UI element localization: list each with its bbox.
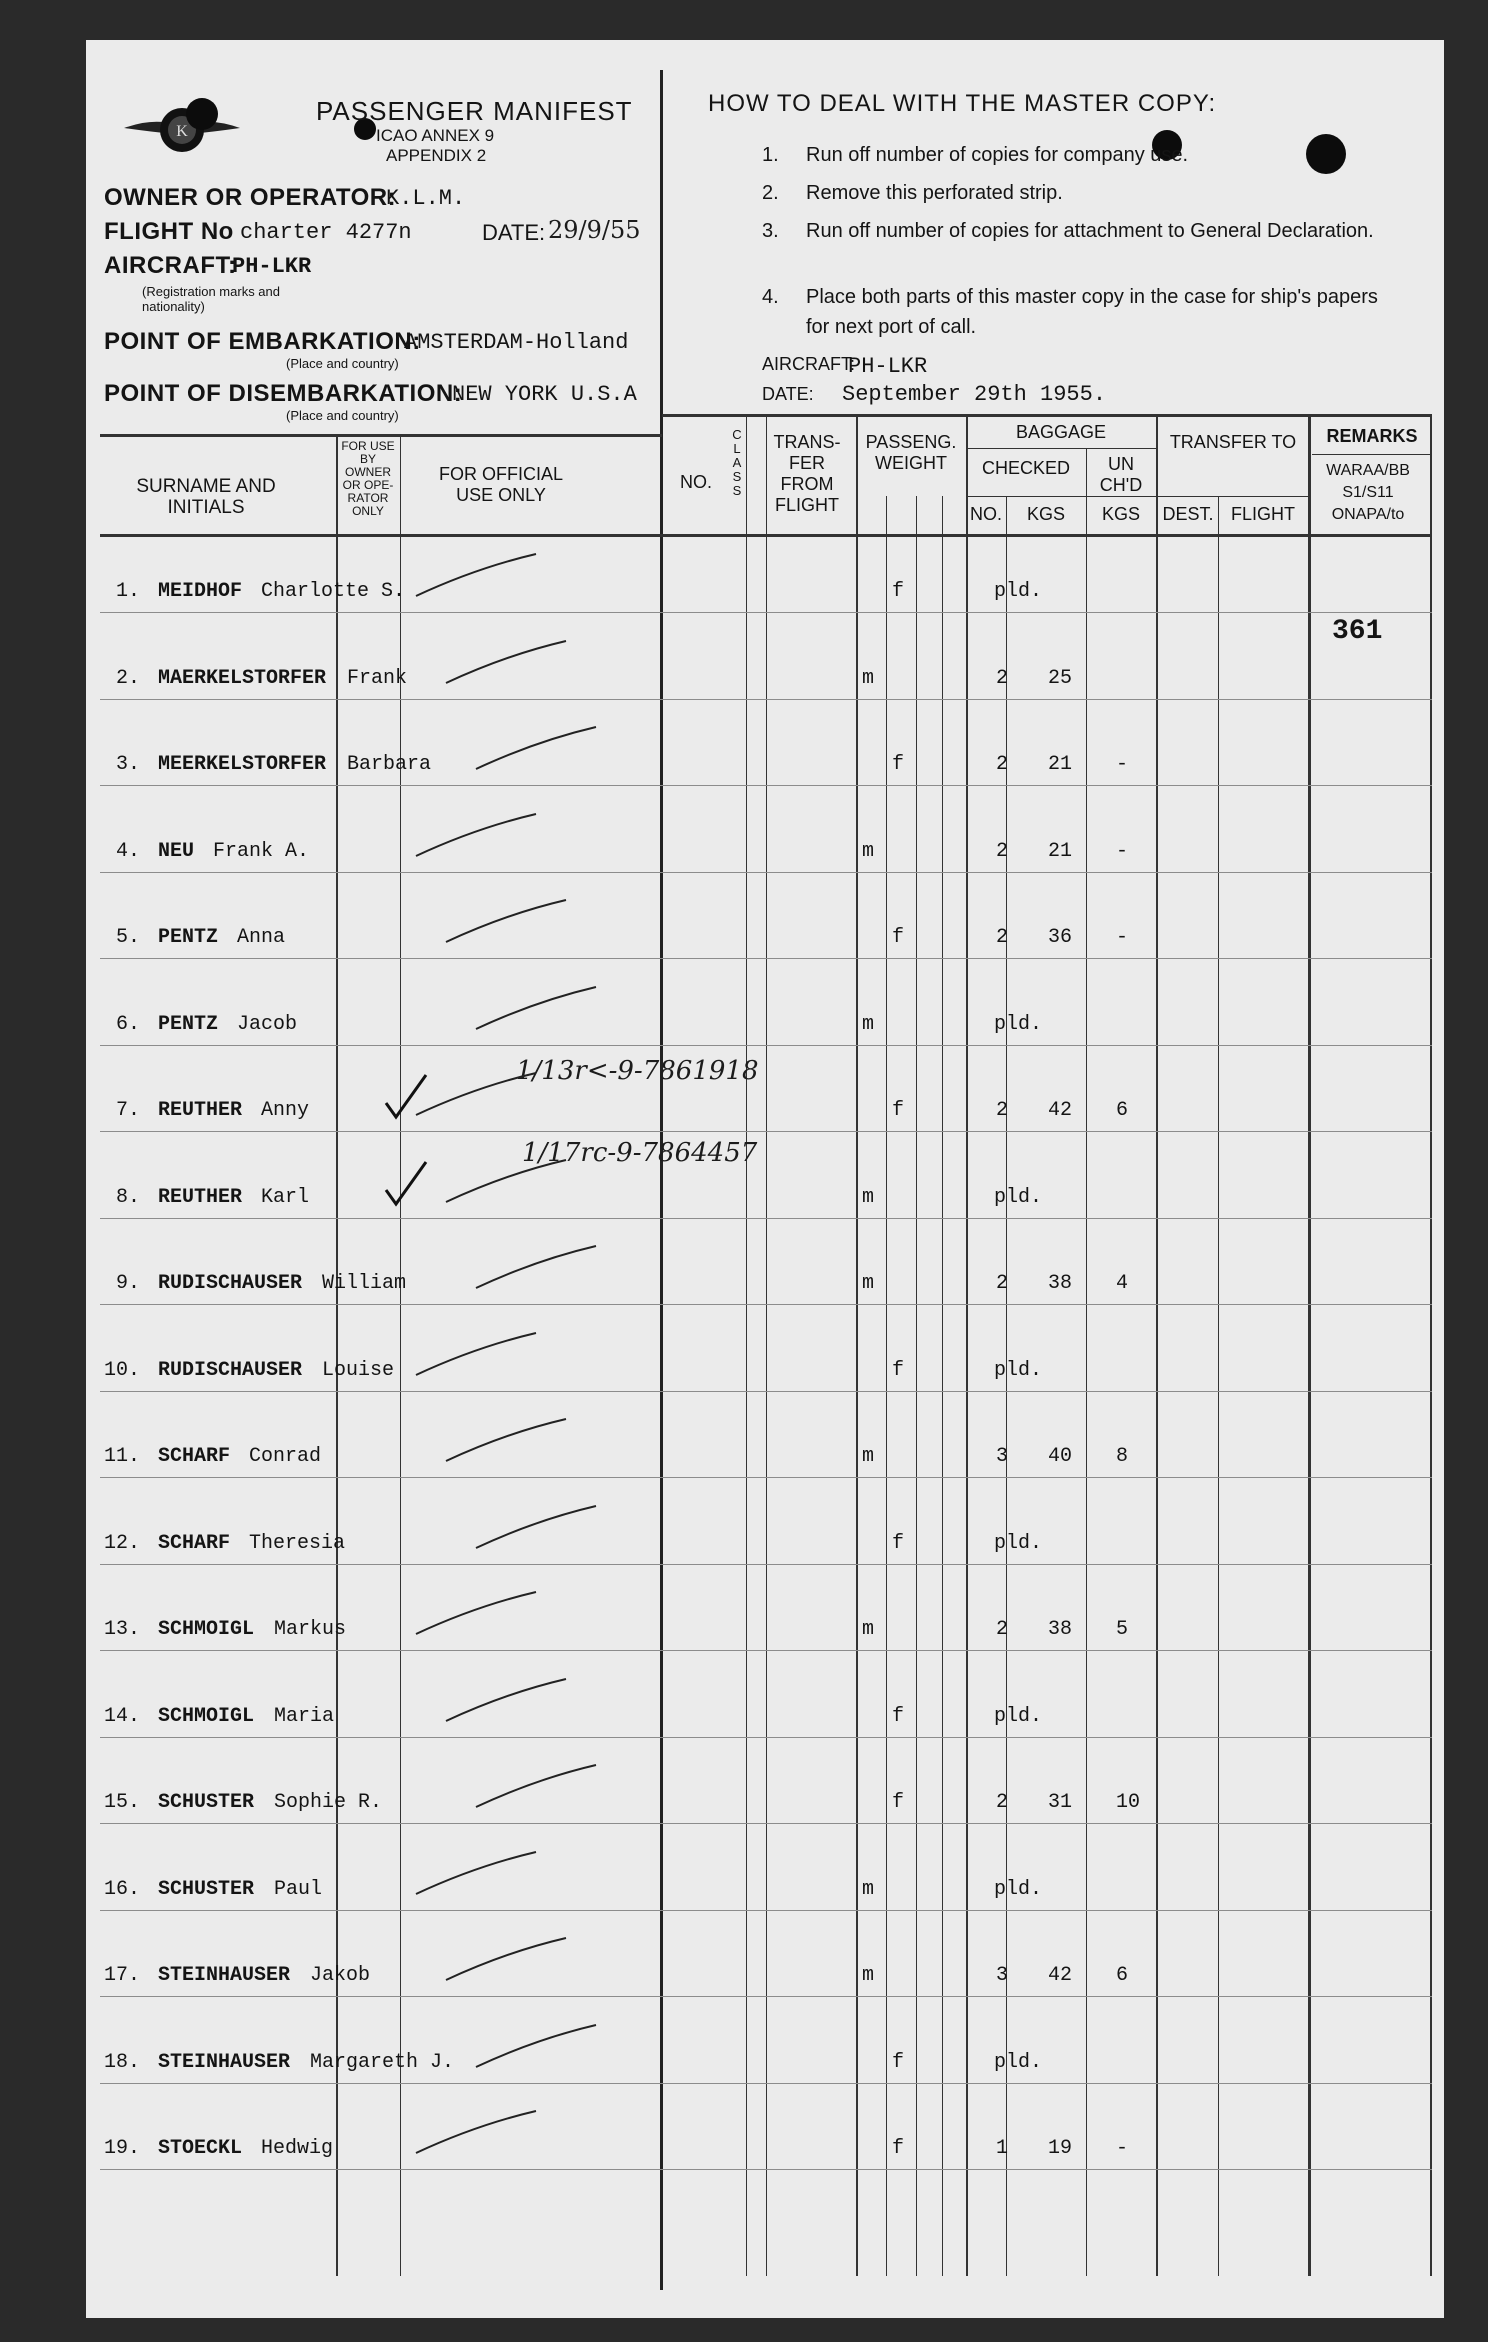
passenger-number: 5.: [116, 926, 141, 949]
pen-slash: [416, 554, 536, 596]
passenger-sex: m: [862, 1964, 875, 1987]
passenger-surname: REUTHER: [158, 1186, 243, 1209]
passenger-given-name: Sophie R.: [274, 1791, 383, 1814]
unchecked-kgs: 8: [1116, 1445, 1129, 1468]
unchecked-kgs: -: [1116, 840, 1129, 863]
passenger-sex: m: [862, 1013, 875, 1036]
col-baggage: BAGGAGE: [1015, 422, 1107, 442]
embarkation-value: AMSTERDAM-Holland: [404, 330, 629, 355]
passenger-surname: STEINHAUSER: [158, 1964, 291, 1987]
instr-date-label: DATE:: [762, 384, 814, 404]
svg-text:K: K: [176, 123, 188, 140]
col-transfer-from: TRANS-FER FROM FLIGHT: [773, 432, 841, 515]
col-checked: CHECKED: [981, 458, 1070, 478]
passenger-given-name: Jakob: [310, 1964, 371, 1987]
baggage-count: 2: [996, 840, 1009, 863]
pen-slash: [416, 1333, 536, 1375]
passenger-number: 12.: [104, 1532, 141, 1555]
passenger-surname: RUDISCHAUSER: [158, 1359, 303, 1382]
passenger-given-name: Karl: [261, 1186, 310, 1209]
passenger-sex: m: [862, 667, 875, 690]
baggage-count: pld.: [994, 1705, 1043, 1728]
passenger-surname: SCHMOIGL: [158, 1618, 255, 1641]
passenger-sex: f: [892, 2051, 905, 2074]
baggage-count: 2: [996, 1099, 1009, 1122]
baggage-count: 3: [996, 1964, 1009, 1987]
check-mark: [386, 1162, 426, 1204]
col-remarks: REMARKS: [1326, 426, 1418, 446]
baggage-count: 3: [996, 1445, 1009, 1468]
appendix-label: APPENDIX 2: [386, 146, 487, 165]
pen-slash: [476, 1246, 596, 1288]
passenger-sex: f: [892, 2137, 905, 2160]
owner-label: OWNER OR OPERATOR:: [104, 184, 397, 211]
passenger-number: 17.: [104, 1964, 141, 1987]
passenger-surname: PENTZ: [158, 1013, 219, 1036]
pen-marks: [86, 40, 1444, 2318]
baggage-count: 1: [996, 2137, 1009, 2160]
pen-slash: [446, 641, 566, 683]
pen-slash: [446, 1679, 566, 1721]
flight-value: charter 4277n: [240, 220, 412, 245]
col-checked-no: NO.: [969, 504, 1002, 524]
passenger-sex: f: [892, 1099, 905, 1122]
passenger-number: 3.: [116, 753, 141, 776]
col-dest: DEST.: [1162, 504, 1214, 524]
handwritten-number: 1/13r<-9-7861918: [516, 1056, 759, 1086]
instr-date-value: September 29th 1955.: [842, 382, 1107, 407]
passenger-surname: MAERKELSTORFER: [158, 667, 327, 690]
pen-slash: [446, 900, 566, 942]
owner-value: K.L.M.: [386, 186, 466, 211]
baggage-kgs: 36: [1048, 926, 1073, 949]
place-country-note: (Place and country): [286, 356, 399, 371]
embarkation-label: POINT OF EMBARKATION:: [104, 328, 421, 355]
instruction-text: Run off number of copies for attachment to General Declaration.: [806, 220, 1374, 242]
pen-slash: [476, 1506, 596, 1548]
col-transfer-to: TRANSFER TO: [1169, 432, 1297, 452]
baggage-count: 2: [996, 667, 1009, 690]
passenger-given-name: Anna: [237, 926, 286, 949]
instruction-num: 2.: [762, 182, 779, 204]
passenger-number: 7.: [116, 1099, 141, 1122]
instruction-num: 4.: [762, 286, 779, 308]
passenger-sex: f: [892, 1532, 905, 1555]
baggage-count: pld.: [994, 1532, 1043, 1555]
col-class: CLASS: [732, 427, 742, 498]
registration-note: (Registration marks and nationality): [142, 284, 280, 314]
aircraft-label: AIRCRAFT:: [104, 252, 237, 279]
passenger-surname: SCHARF: [158, 1532, 231, 1555]
manifest-title: PASSENGER MANIFEST: [316, 96, 633, 126]
col-surname: SURNAME AND INITIALS: [136, 476, 276, 518]
passenger-given-name: Louise: [322, 1359, 395, 1382]
pen-slash: [446, 1938, 566, 1980]
unchecked-kgs: 6: [1116, 1099, 1129, 1122]
passenger-surname: STOECKL: [158, 2137, 243, 2160]
passenger-given-name: Anny: [261, 1099, 310, 1122]
instruction-text: Remove this perforated strip.: [806, 182, 1063, 204]
pen-slash: [476, 987, 596, 1029]
passenger-sex: m: [862, 1272, 875, 1295]
passenger-number: 14.: [104, 1705, 141, 1728]
unchecked-kgs: -: [1116, 2137, 1129, 2160]
passenger-surname: NEU: [158, 840, 195, 863]
passenger-number: 13.: [104, 1618, 141, 1641]
manifest-sheet: [86, 40, 1444, 2318]
passenger-surname: MEIDHOF: [158, 580, 243, 603]
passenger-given-name: Barbara: [347, 753, 432, 776]
passenger-given-name: Charlotte S.: [261, 580, 406, 603]
instructions-title: HOW TO DEAL WITH THE MASTER COPY:: [708, 90, 1217, 117]
unchecked-kgs: 4: [1116, 1272, 1129, 1295]
pen-slash: [476, 1765, 596, 1807]
passenger-given-name: Maria: [274, 1705, 335, 1728]
col-remarks-sub: WARAA/BB S1/S11 ONAPA/to: [1326, 462, 1410, 523]
remark-number: 361: [1332, 616, 1383, 647]
icao-annex: ICAO ANNEX 9: [376, 126, 495, 145]
instruction-num: 1.: [762, 144, 779, 166]
passenger-surname: MEERKELSTORFER: [158, 753, 327, 776]
passenger-given-name: Frank A.: [213, 840, 310, 863]
passenger-number: 16.: [104, 1878, 141, 1901]
unchecked-kgs: 6: [1116, 1964, 1129, 1987]
baggage-kgs: 31: [1048, 1791, 1073, 1814]
passenger-number: 18.: [104, 2051, 141, 2074]
unchecked-kgs: -: [1116, 753, 1129, 776]
pen-slash: [446, 1160, 566, 1202]
passenger-number: 10.: [104, 1359, 141, 1382]
baggage-count: pld.: [994, 2051, 1043, 2074]
pen-slash: [476, 2025, 596, 2067]
place-country-note: (Place and country): [286, 408, 399, 423]
passenger-surname: SCHUSTER: [158, 1791, 255, 1814]
passenger-number: 19.: [104, 2137, 141, 2160]
date-label: DATE:: [482, 220, 546, 245]
passenger-given-name: Hedwig: [261, 2137, 334, 2160]
passenger-number: 15.: [104, 1791, 141, 1814]
pen-slash: [416, 1073, 536, 1115]
passenger-sex: f: [892, 580, 905, 603]
pen-slash: [416, 1852, 536, 1894]
passenger-sex: m: [862, 1186, 875, 1209]
passenger-given-name: William: [322, 1272, 407, 1295]
pen-slash: [416, 2111, 536, 2153]
baggage-kgs: 40: [1048, 1445, 1073, 1468]
passenger-surname: RUDISCHAUSER: [158, 1272, 303, 1295]
baggage-count: pld.: [994, 1878, 1043, 1901]
passenger-sex: m: [862, 1618, 875, 1641]
passenger-sex: f: [892, 1791, 905, 1814]
flight-label: FLIGHT No: [104, 218, 234, 245]
baggage-count: pld.: [994, 1186, 1043, 1209]
passenger-given-name: Frank: [347, 667, 408, 690]
baggage-kgs: 21: [1048, 840, 1073, 863]
baggage-kgs: 21: [1048, 753, 1073, 776]
passenger-given-name: Margareth J.: [310, 2051, 455, 2074]
instruction-text: Run off number of copies for company use.: [806, 144, 1189, 166]
baggage-kgs: 42: [1048, 1964, 1073, 1987]
pen-slash: [416, 1592, 536, 1634]
passenger-number: 4.: [116, 840, 141, 863]
pen-slash: [416, 814, 536, 856]
passenger-given-name: Theresia: [249, 1532, 346, 1555]
passenger-sex: f: [892, 1705, 905, 1728]
unchecked-kgs: 10: [1116, 1791, 1141, 1814]
passenger-number: 6.: [116, 1013, 141, 1036]
passenger-sex: m: [862, 840, 875, 863]
passenger-sex: m: [862, 1878, 875, 1901]
passenger-sex: f: [892, 926, 905, 949]
passenger-given-name: Paul: [274, 1878, 323, 1901]
baggage-count: 2: [996, 926, 1009, 949]
passenger-number: 9.: [116, 1272, 141, 1295]
handwritten-number: 1/17rc-9-7864457: [522, 1138, 758, 1168]
baggage-kgs: 19: [1048, 2137, 1073, 2160]
col-no: NO.: [679, 472, 712, 492]
baggage-kgs: 25: [1048, 667, 1073, 690]
passenger-sex: f: [892, 1359, 905, 1382]
passenger-sex: m: [862, 1445, 875, 1468]
check-mark: [386, 1075, 426, 1117]
passenger-sex: f: [892, 753, 905, 776]
col-flight: FLIGHT: [1230, 504, 1295, 524]
baggage-count: pld.: [994, 1359, 1043, 1382]
passenger-surname: PENTZ: [158, 926, 219, 949]
instruction-num: 3.: [762, 220, 779, 242]
passenger-surname: SCHUSTER: [158, 1878, 255, 1901]
passenger-number: 1.: [116, 580, 141, 603]
col-checked-kgs: KGS: [1026, 504, 1065, 524]
passenger-number: 11.: [104, 1445, 141, 1468]
col-for-use: FOR USE BY OWNER OR OPE-RATOR ONLY: [341, 439, 395, 518]
col-unchd: UN CH'D: [1099, 454, 1143, 495]
passenger-number: 8.: [116, 1186, 141, 1209]
instr-aircraft-label: AIRCRAFT:: [762, 354, 856, 374]
baggage-kgs: 38: [1048, 1618, 1073, 1641]
date-value: 29/9/55: [548, 216, 641, 244]
pen-slash: [446, 1419, 566, 1461]
passenger-given-name: Markus: [274, 1618, 347, 1641]
passenger-surname: STEINHAUSER: [158, 2051, 291, 2074]
col-official: FOR OFFICIAL USE ONLY: [438, 464, 563, 505]
disembarkation-value: NEW YORK U.S.A: [452, 382, 637, 407]
baggage-count: pld.: [994, 1013, 1043, 1036]
instruction-text: Place both parts of this master copy in the case for ship's papers for next port of call.: [806, 286, 1378, 338]
passenger-number: 2.: [116, 667, 141, 690]
unchecked-kgs: -: [1116, 926, 1129, 949]
passenger-surname: SCHMOIGL: [158, 1705, 255, 1728]
col-unchd-kgs: KGS: [1101, 504, 1140, 524]
baggage-count: 2: [996, 1618, 1009, 1641]
baggage-count: pld.: [994, 580, 1043, 603]
instr-aircraft-value: PH-LKR: [848, 354, 928, 379]
baggage-count: 2: [996, 1791, 1009, 1814]
aircraft-value: PH-LKR: [232, 254, 312, 279]
passenger-surname: REUTHER: [158, 1099, 243, 1122]
passenger-given-name: Conrad: [249, 1445, 322, 1468]
baggage-kgs: 38: [1048, 1272, 1073, 1295]
pen-slash: [476, 727, 596, 769]
col-weight: PASSENG. WEIGHT: [865, 432, 957, 473]
passenger-given-name: Jacob: [237, 1013, 298, 1036]
disembarkation-label: POINT OF DISEMBARKATION:: [104, 380, 463, 407]
baggage-count: 2: [996, 1272, 1009, 1295]
baggage-kgs: 42: [1048, 1099, 1073, 1122]
passenger-surname: SCHARF: [158, 1445, 231, 1468]
baggage-count: 2: [996, 753, 1009, 776]
unchecked-kgs: 5: [1116, 1618, 1129, 1641]
